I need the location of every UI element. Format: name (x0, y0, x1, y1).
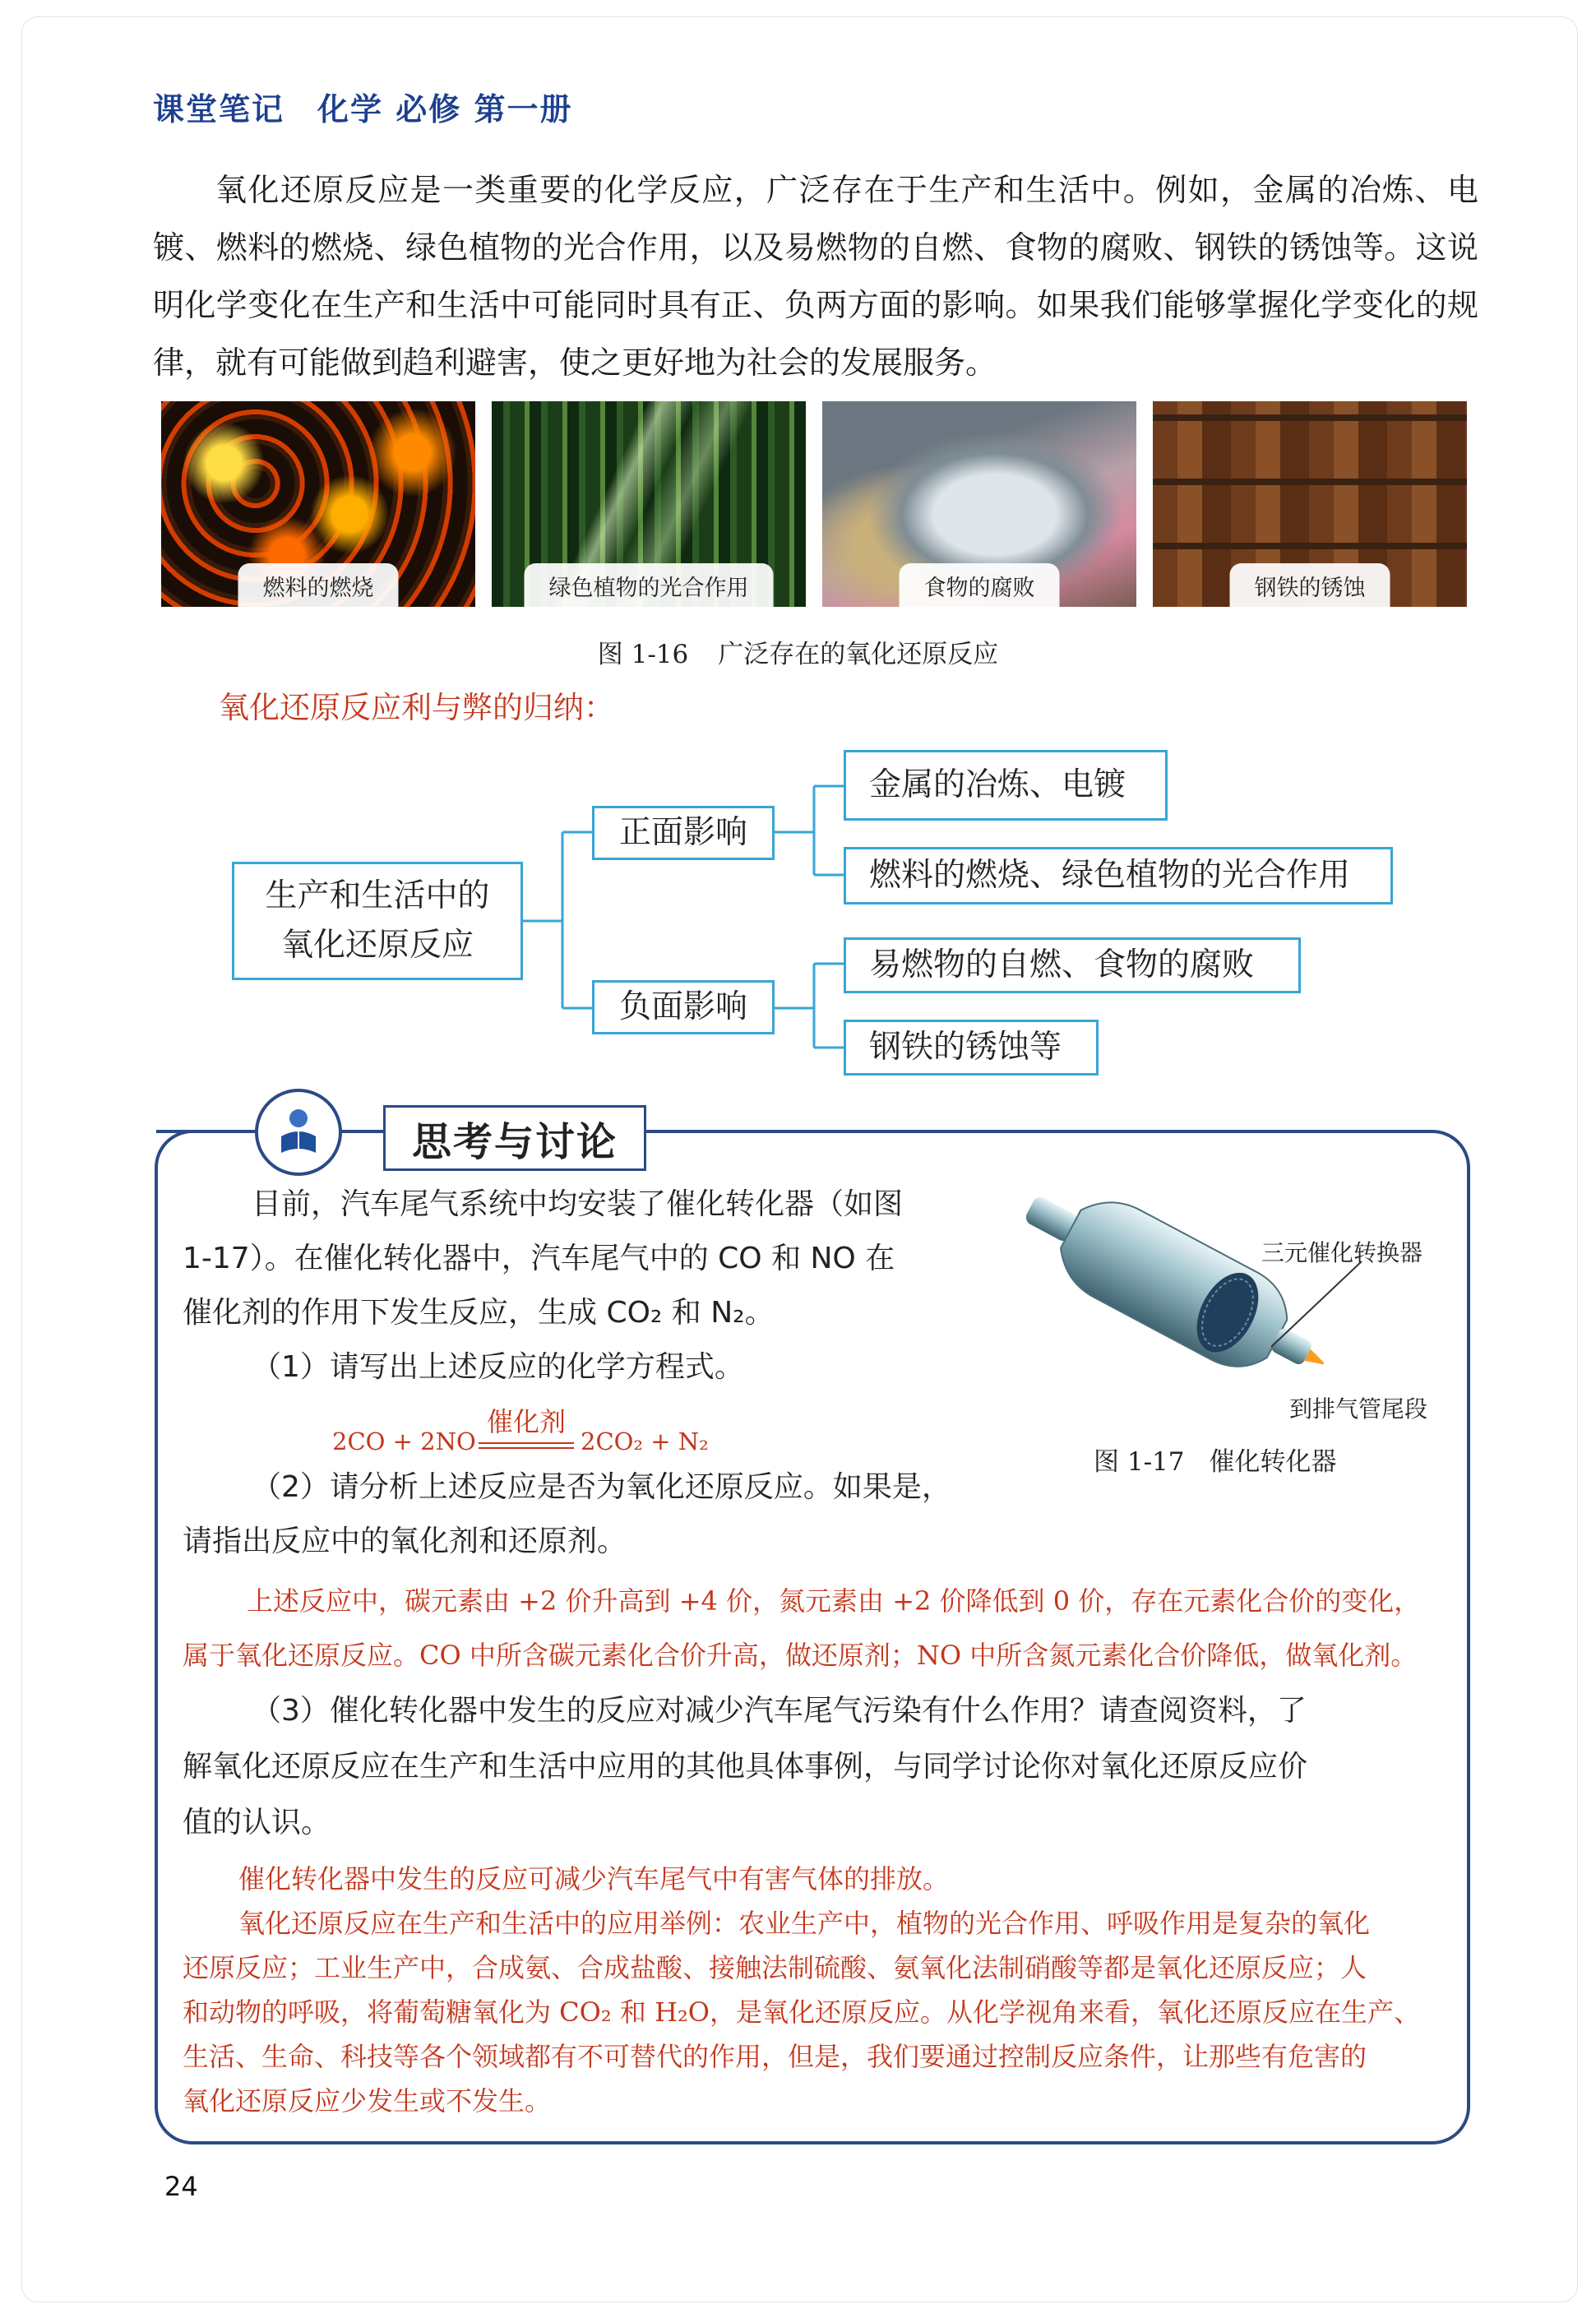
answer-3-line5: 生活、生命、科技等各个领域都有不可替代的作用，但是，我们要通过控制反应条件，让那些有危害的 (183, 2041, 1367, 2072)
figure-number: 图 1-17 (1094, 1447, 1185, 1477)
photo-caption: 燃料的燃烧 (238, 563, 399, 607)
photo-caption: 食物的腐败 (900, 563, 1060, 607)
discussion-intro-line2: 1-17）。在催化转化器中，汽车尾气中的 CO 和 NO 在 (183, 1242, 895, 1275)
question-2-line2: 请指出反应中的氧化剂和还原剂。 (183, 1525, 627, 1558)
converter-label: 三元催化转换器 (1261, 1239, 1423, 1266)
equation-reactants: 2CO + 2NO (332, 1427, 476, 1455)
mindmap-negative: 负面影响 (592, 980, 775, 1034)
photo-caption: 钢铁的锈蚀 (1230, 563, 1390, 607)
mindmap-leaf-metal-smelting: 金属的冶炼、电镀 (844, 750, 1168, 821)
running-header: 课堂笔记 化学 必修 第一册 (153, 91, 573, 127)
mindmap-leaf-combustion-spoilage: 易燃物的自燃、食物的腐败 (844, 937, 1301, 993)
answer-3-line4: 和动物的呼吸，将葡萄糖氧化为 CO₂ 和 H₂O，是氧化还原反应。从化学视角来看，氧化还原反应在生产、 (183, 1996, 1421, 2028)
answer-3-line3: 还原反应；工业生产中，合成氨、合成盐酸、接触法制硫酸、氨氧化法制硝酸等都是氧化还原反应；人 (183, 1952, 1367, 1983)
reader-icon (255, 1089, 342, 1176)
mindmap-positive: 正面影响 (592, 806, 775, 860)
mindmap-root (232, 862, 523, 980)
question-1: （1）请写出上述反应的化学方程式。 (252, 1350, 744, 1384)
question-2-line1: （2）请分析上述反应是否为氧化还原反应。如果是， (252, 1470, 951, 1504)
exhaust-label: 到排气管尾段 (1289, 1395, 1428, 1423)
discussion-intro-line3: 催化剂的作用下发生反应，生成 CO₂ 和 N₂。 (183, 1296, 775, 1330)
mindmap-leaf-rusting: 钢铁的锈蚀等 (844, 1020, 1099, 1076)
converter-leader-lines (1238, 1256, 1370, 1355)
intro-text: 氧化还原反应是一类重要的化学反应，广泛存在于生产和生活中。例如，金属的冶炼、电镀、燃料的燃烧、绿色植物的光合作用，以及易燃物的自燃、食物的腐败、钢铁的锈蚀等。这说明化学变化在生产和生活中可能同时具有正、负两方面的影响。如果我们能够掌握化学变化的规律，就有可能做到趋利避害，使之更好地为社会的发展服务。 (153, 172, 1478, 381)
question-3-line3: 值的认识。 (183, 1806, 331, 1839)
page-number: 24 (164, 2171, 198, 2202)
mindmap-root-line2: 氧化还原反应 (280, 927, 474, 964)
equation-condition: 催化剂 (486, 1406, 566, 1437)
equation-products: 2CO₂ + N₂ (581, 1427, 709, 1455)
summary-heading: 氧化还原反应利与弊的归纳： (219, 690, 614, 725)
discussion-title: 思考与讨论 (383, 1105, 646, 1171)
equation-double-bar (479, 1442, 574, 1449)
answer-3-line1: 催化转化器中发生的反应可减少汽车尾气中有害气体的排放。 (238, 1863, 950, 1895)
figure-number: 图 1-16 (597, 640, 689, 669)
photo-caption: 绿色植物的光合作用 (525, 563, 774, 607)
answer-2-line2: 属于氧化还原反应。CO 中所含碳元素化合价升高，做还原剂；NO 中所含氮元素化合价降低，做氧化剂。 (183, 1640, 1418, 1671)
figure-1-17-caption (1094, 1441, 1337, 1478)
mindmap-leaf-fuel-photosynthesis: 燃料的燃烧、绿色植物的光合作用 (844, 847, 1393, 905)
equation-arrow (479, 1401, 574, 1449)
mindmap-root-line1: 生产和生活中的 (265, 877, 490, 914)
question-3-line2: 解氧化还原反应在生产和生活中应用的其他具体事例，与同学讨论你对氧化还原反应价 (183, 1750, 1308, 1784)
figure-title: 广泛存在的氧化还原反应 (718, 640, 999, 669)
answer-2-line1: 上述反应中，碳元素由 +2 价升高到 +4 价，氮元素由 +2 价降低到 0 价，存在元素化合价的变化， (247, 1585, 1421, 1617)
question-3-line1: （3）催化转化器中发生的反应对减少汽车尾气污染有什么作用？请查阅资料，了 (252, 1694, 1307, 1728)
discussion-intro-line1: 目前，汽车尾气系统中均安装了催化转化器（如图 (252, 1187, 904, 1221)
answer-3-line6: 氧化还原反应少发生或不发生。 (183, 2085, 552, 2117)
answer-3-line2: 氧化还原反应在生产和生活中的应用举例：农业生产中，植物的光合作用、呼吸作用是复杂的氧化 (238, 1908, 1371, 1939)
figure-title: 催化转化器 (1209, 1447, 1337, 1477)
